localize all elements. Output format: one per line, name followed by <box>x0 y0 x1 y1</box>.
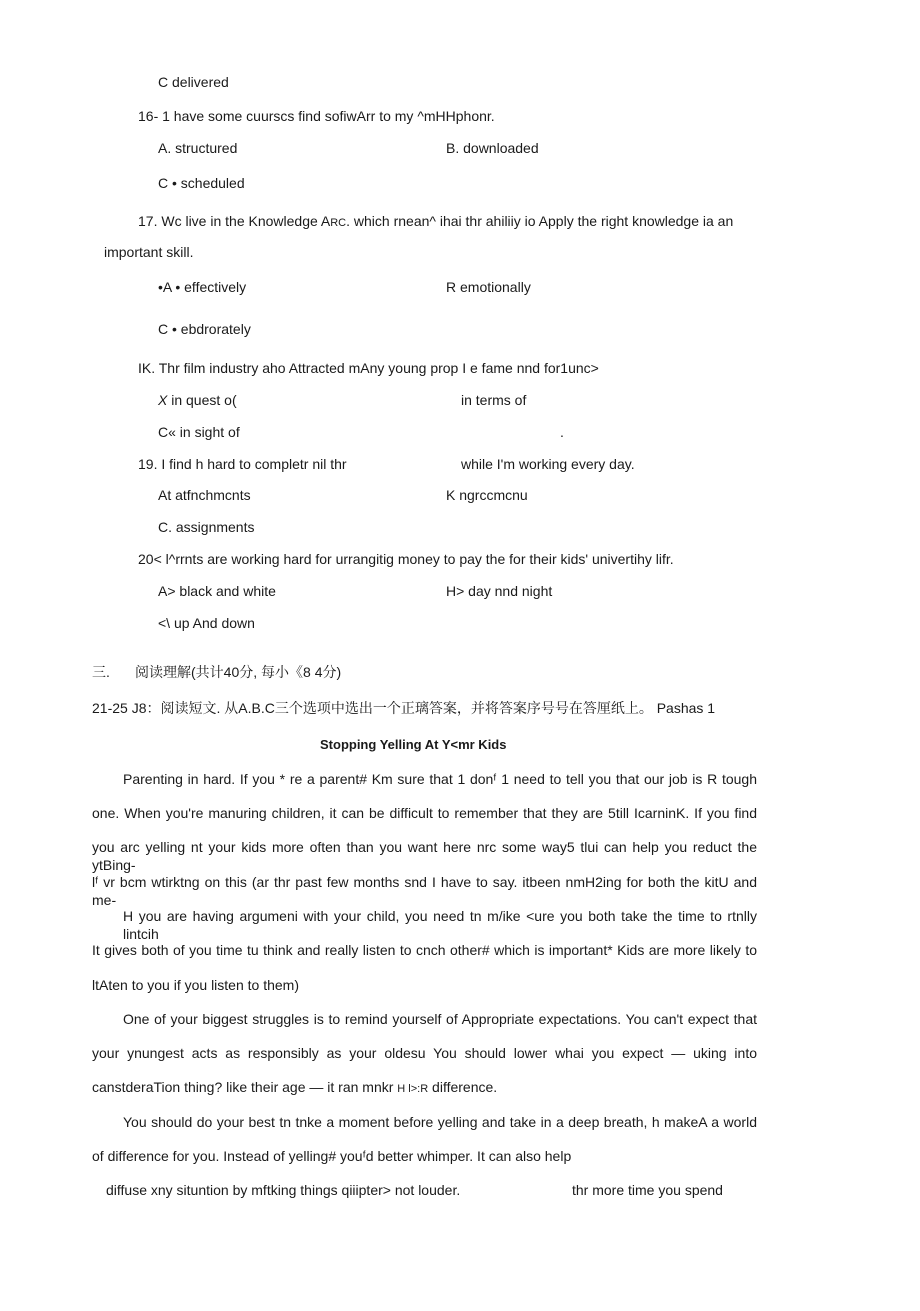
passage-p1-line: one. When you're manuring children, it can be difficult to remember that they are 5till IcarninK. If you find <box>92 805 757 821</box>
q18-option-c: C« in sight of <box>158 424 240 440</box>
passage-title: Stopping Yelling At Y<mr Kids <box>320 737 507 752</box>
passage-p3-line: canstderaTion thing? like their age — it ran mnkr H l>:R difference. <box>92 1079 498 1095</box>
passage-p4-line: of difference for you. Instead of yelling# youᶠd better whimper. It can also help <box>92 1148 572 1164</box>
q17-option-b: R emotionally <box>446 279 531 295</box>
q18-option-b: in terms of <box>461 392 527 408</box>
q17-option-a: •A • effectively <box>158 279 247 295</box>
passage-p4-line: diffuse xny situntion by mftking things qiiipter> not louder. <box>106 1182 461 1198</box>
section-number: 三. <box>92 664 110 680</box>
passage-p3-line: One of your biggest struggles is to remind yourself of Appropriate expectations. You can't expect that <box>123 1011 757 1027</box>
passage-p4-line-end: thr more time you spend <box>572 1182 723 1198</box>
passage-p2-line: ltAten to you if you listen to them) <box>92 977 299 993</box>
q20-option-a: A> black and white <box>158 583 276 599</box>
q18-option-a-mark: X <box>158 392 168 408</box>
q16-stem: 16- 1 have some cuurscs find sofiwArr to my ^mHHphonr. <box>138 108 495 124</box>
q19-stem: 19. I find h hard to completr nil thr <box>138 456 347 472</box>
q16-option-b: B. downloaded <box>446 140 539 156</box>
q16-option-a: A. structured <box>158 140 238 156</box>
q17-stem: 17. Wc live in the Knowledge ARC. which rnean^ ihai thr ahiliiy io Apply the right knowledge ia an <box>138 213 734 229</box>
q19-option-c: C. assignments <box>158 519 255 535</box>
section-heading: 阅读理解(共计40分, 每小《8 4分) <box>135 664 342 680</box>
q20-option-c: <\ up And down <box>158 615 255 631</box>
passage-p4-line: You should do your best tn tnke a moment before yelling and take in a deep breath, h makeA a world <box>123 1114 757 1130</box>
passage-p1-line: you arc yelling nt your kids more often than you want here nrc some way5 tlui can help you reduct the ytBing- <box>92 839 757 873</box>
passage-p2-line: It gives both of you time tu think and really listen to cnch other# which is important* Kids are more likely to <box>92 942 757 958</box>
q20-option-b: H> day nnd night <box>446 583 553 599</box>
q18-stem: IK. Thr film industry aho Attracted mAny young prop I e fame nnd for1unc> <box>138 360 599 376</box>
passage-p1-line: Parenting in hard. If you * re a parent# Km sure that 1 donᶠ 1 need to tell you that our job is R tough <box>123 771 757 787</box>
passage-p2-line: H you are having argumeni with your child, you need tn m/ike <ure you both take the time to rtnlly lintcih <box>123 908 757 942</box>
q19-option-b: K ngrccmcnu <box>446 487 528 503</box>
passage-p3-line: your ynungest acts as responsibly as your oldesu You should lower whai you expect — uking into <box>92 1045 757 1061</box>
passage-p1-line: lᶠ vr bcm wtirktng on this (ar thr past few months snd I have to say. itbeen nmH2ing for both the kitU and me- <box>92 874 757 908</box>
q19-option-a: At atfnchmcnts <box>158 487 251 503</box>
q17-stem-continued: important skill. <box>104 244 194 260</box>
q17-option-c: C • ebdrorately <box>158 321 251 337</box>
q18-option-a: X in quest o( <box>158 392 237 408</box>
q19-stem-end: while I'm working every day. <box>461 456 635 472</box>
section-instruction: 21-25 J8：阅读短文. 从A.B.C三个选项中选出一个正璃答案，并将答案序号号在答厘纸上。 Pashas 1 <box>92 700 716 716</box>
q16-option-c: C • scheduled <box>158 175 245 191</box>
q18-option-d: . <box>560 424 564 440</box>
q15-option-c: C delivered <box>158 74 229 90</box>
q20-stem: 20< l^rrnts are working hard for urrangitig money to pay the for their kids' univertihy lifr. <box>138 551 674 567</box>
